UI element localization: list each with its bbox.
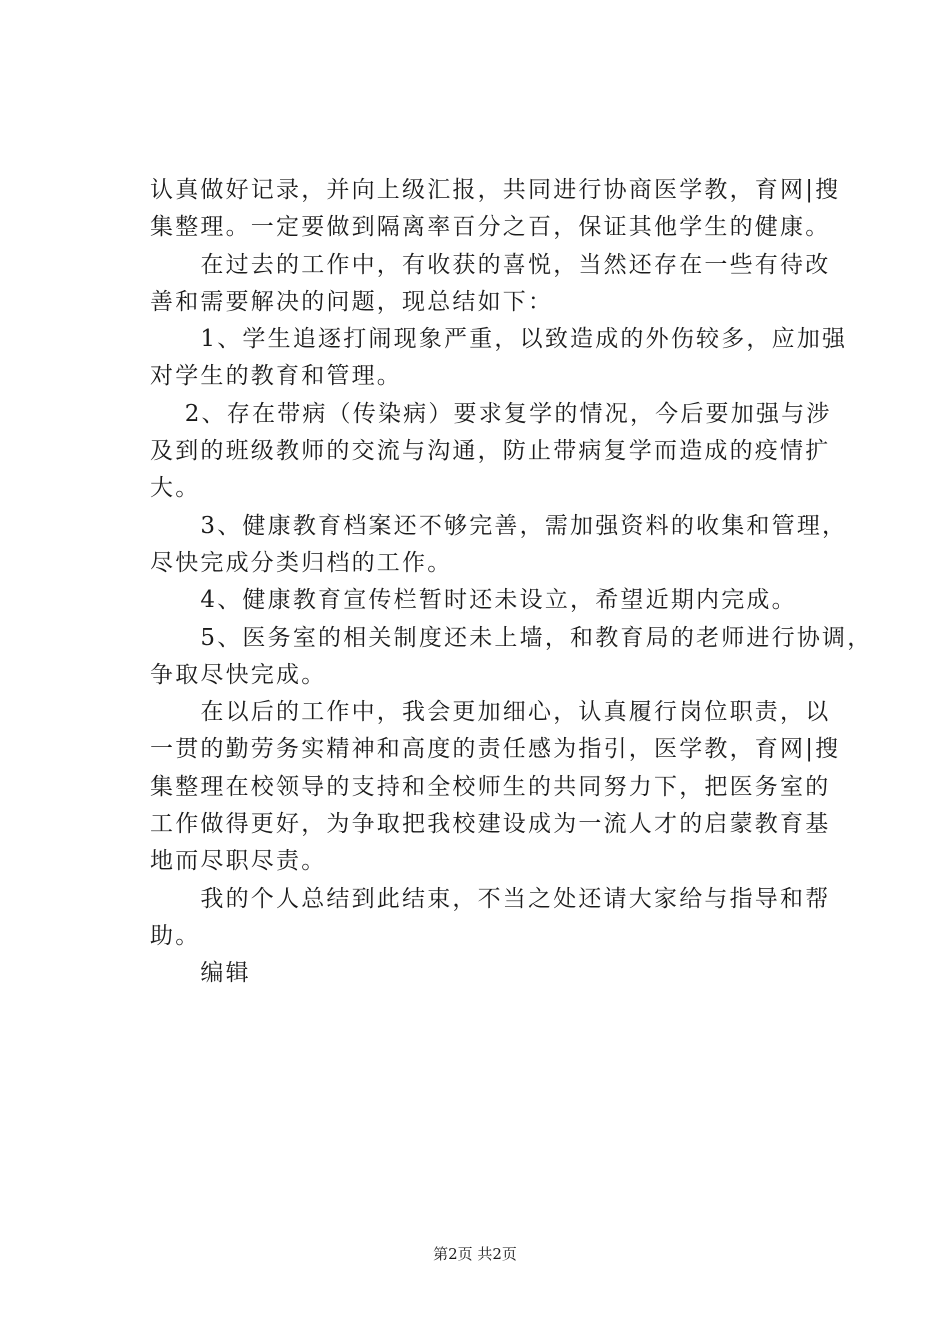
text-line: 争取尽快完成。: [150, 661, 327, 688]
text-line: 尽快完成分类归档的工作。: [150, 549, 453, 576]
text-line: 地而尽职尽责。: [150, 848, 327, 875]
text-line: 5、医务室的相关制度还未上墙，和教育局的老师进行协调，: [150, 624, 873, 651]
text-line: 3、健康教育档案还不够完善，需加强资料的收集和管理，: [150, 512, 848, 539]
text-line: 工作做得更好，为争取把我校建设成为一流人才的启蒙教育基: [150, 811, 831, 838]
text-line: 大。: [150, 475, 201, 502]
text-line: 1、学生追逐打闹现象严重，以致造成的外伤较多，应加强: [150, 326, 848, 353]
page-number-footer: 第2页 共2页: [433, 1245, 517, 1263]
text-line: 善和需要解决的问题，现总结如下：: [150, 288, 554, 315]
document-body: [150, 172, 873, 993]
text-line: 及到的班级教师的交流与沟通，防止带病复学而造成的疫情扩: [150, 438, 831, 465]
text-line: 在过去的工作中，有收获的喜悦，当然还存在一些有待改: [150, 251, 831, 278]
text-line: 我的个人总结到此结束，不当之处还请大家给与指导和帮: [150, 885, 831, 912]
text-line: 认真做好记录，并向上级汇报，共同进行协商医学教，育网|搜: [150, 177, 841, 203]
text-line: 在以后的工作中，我会更加细心，认真履行岗位职责，以: [150, 699, 831, 726]
text-line: 2、存在带病（传染病）要求复学的情况，今后要加强与涉: [150, 400, 832, 427]
text-line: 助。: [150, 922, 201, 949]
text-line: 集整理。一定要做到隔离率百分之百，保证其他学生的健康。: [150, 214, 831, 241]
text-line: 对学生的教育和管理。: [150, 363, 402, 390]
text-line: 4、健康教育宣传栏暂时还未设立，希望近期内完成。: [150, 587, 797, 614]
text-line: 集整理在校领导的支持和全校师生的共同努力下，把医务室的: [150, 773, 831, 800]
text-line: 一贯的勤劳务实精神和高度的责任感为指引，医学教，育网|搜: [150, 736, 841, 763]
text-line: 编辑: [150, 960, 251, 987]
